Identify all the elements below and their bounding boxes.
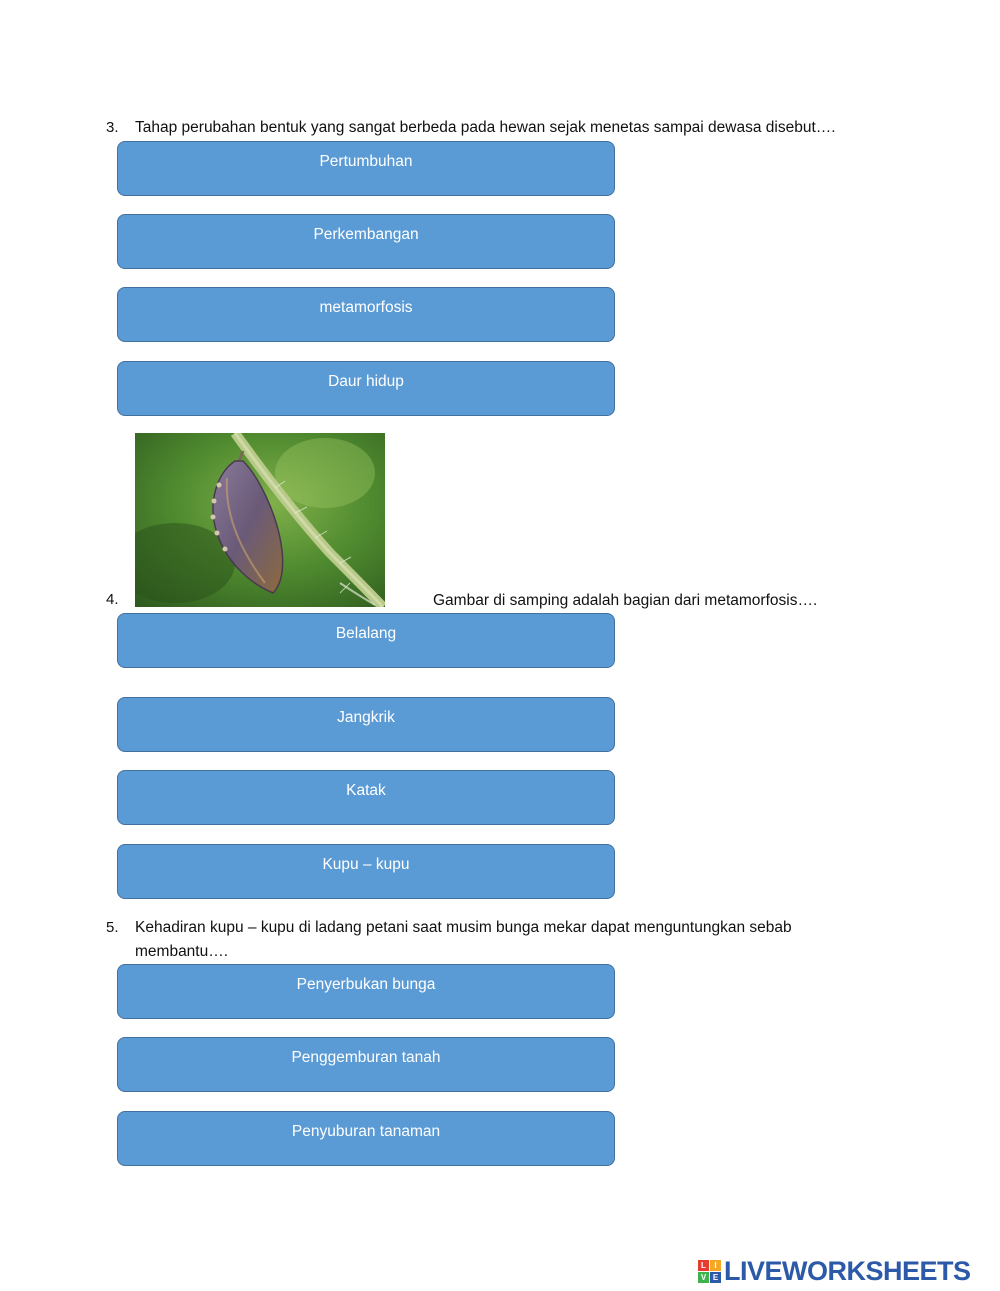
question-3-text: Tahap perubahan bentuk yang sangat berbeda pada hewan sejak menetas sampai dewasa disebut…. bbox=[135, 119, 836, 136]
q4-option-3-button[interactable]: Katak bbox=[117, 770, 615, 825]
question-5-text-line2: membantu…. bbox=[135, 943, 229, 960]
logo-tile-e: E bbox=[710, 1272, 721, 1283]
q3-option-3-button[interactable]: metamorfosis bbox=[117, 287, 615, 342]
question-4-text: Gambar di samping adalah bagian dari metamorfosis…. bbox=[433, 592, 818, 609]
q5-option-3-button[interactable]: Penyuburan tanaman bbox=[117, 1111, 615, 1166]
q4-option-4-button[interactable]: Kupu – kupu bbox=[117, 844, 615, 899]
q5-option-1-button[interactable]: Penyerbukan bunga bbox=[117, 964, 615, 1019]
q4-option-1-button[interactable]: Belalang bbox=[117, 613, 615, 668]
q3-option-1-button[interactable]: Pertumbuhan bbox=[117, 141, 615, 196]
logo-tile-i: I bbox=[710, 1260, 721, 1271]
q3-option-4-button[interactable]: Daur hidup bbox=[117, 361, 615, 416]
question-5-number: 5. bbox=[106, 919, 119, 936]
q4-option-2-button[interactable]: Jangkrik bbox=[117, 697, 615, 752]
q3-option-2-button[interactable]: Perkembangan bbox=[117, 214, 615, 269]
logo-tile-l: L bbox=[698, 1260, 709, 1271]
question-4-number: 4. bbox=[106, 591, 119, 608]
logo-tiles bbox=[698, 1260, 721, 1283]
logo-text: LIVEWORKSHEETS bbox=[724, 1255, 971, 1286]
logo-tile-v: V bbox=[698, 1272, 709, 1283]
liveworksheets-logo bbox=[698, 1257, 971, 1285]
q5-option-2-button[interactable]: Penggemburan tanah bbox=[117, 1037, 615, 1092]
question-5-text-line1: Kehadiran kupu – kupu di ladang petani saat musim bunga mekar dapat menguntungkan sebab bbox=[135, 919, 792, 936]
chrysalis-photo bbox=[135, 433, 385, 607]
question-3-number: 3. bbox=[106, 119, 119, 136]
